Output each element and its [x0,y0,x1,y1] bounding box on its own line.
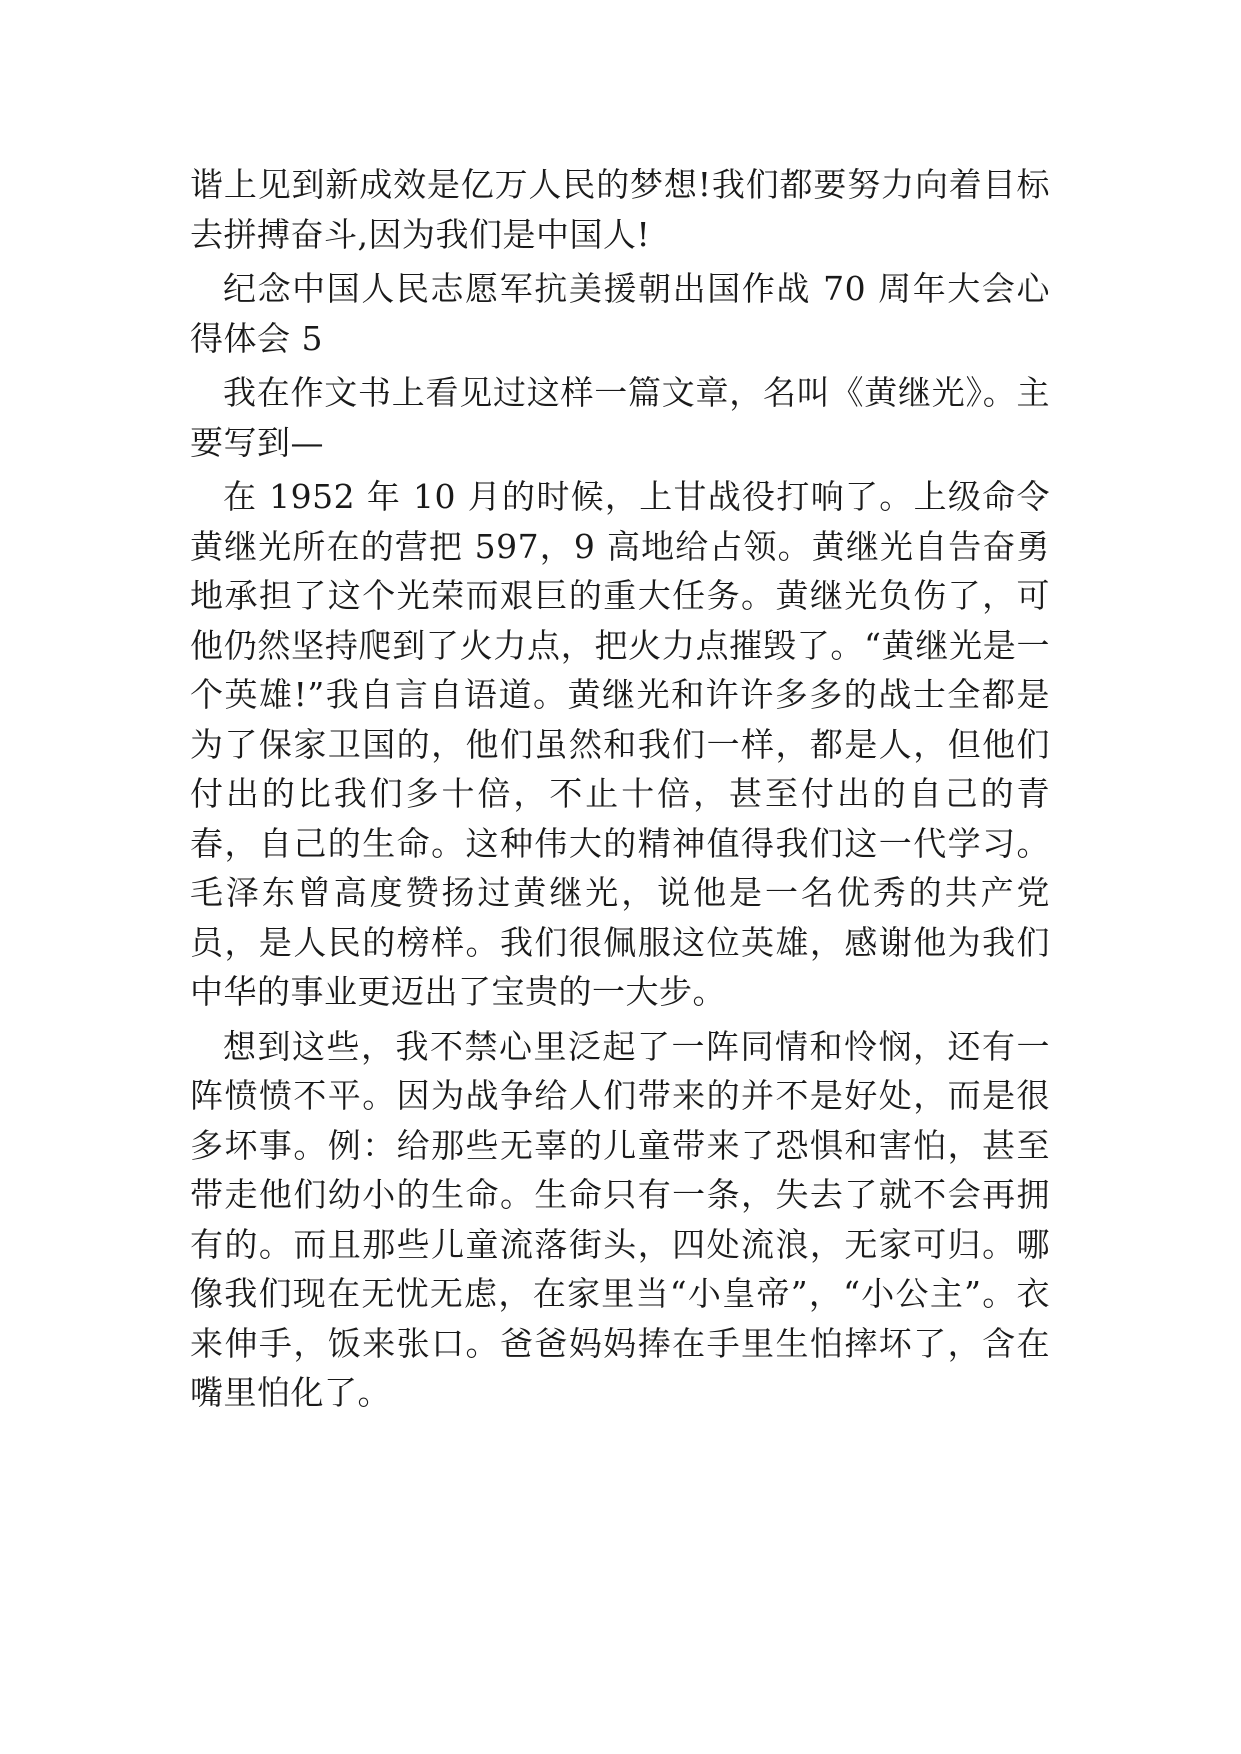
paragraph-continuation: 谐上见到新成效是亿万人民的梦想!我们都要努力向着目标去拼搏奋斗,因为我们是中国人! [190,165,1050,254]
paragraph-intro: 我在作文书上看见过这样一篇文章，名叫《黄继光》。主要写到— [190,373,1050,462]
section-heading: 纪念中国人民志愿军抗美援朝出国作战 70 周年大会心得体会 5 [190,269,1050,358]
paragraph-story: 在 1952 年 10 月的时候，上甘战役打响了。上级命令黄继光所在的营把 597，9 高地给占领。黄继光自告奋勇地承担了这个光荣而艰巨的重大任务。黄继光负伤了，可他仍然坚持爬到了火力点，把火力点摧毁了。“黄继光是一个英雄!”我自言自语道。黄继光和许许多多的战士全都是为了保家卫国的，他们虽然和我们一样，都是人，但他们付出的比我们多十倍，不止十倍，甚至付出的自己的青春，自己的生命。这种伟大的精神值得我们这一代学习。毛泽东曾高度赞扬过黄继光，说他是一名优秀的共产党员，是人民的榜样。我们很佩服这位英雄，感谢他为我们中华的事业更迈出了宝贵的一大步。 [190,477,1050,1011]
paragraph-reflection: 想到这些，我不禁心里泛起了一阵同情和怜悯，还有一阵愤愤不平。因为战争给人们带来的并不是好处，而是很多坏事。例：给那些无辜的儿童带来了恐惧和害怕，甚至带走他们幼小的生命。生命只有一条，失去了就不会再拥有的。而且那些儿童流落街头，四处流浪，无家可归。哪像我们现在无忧无虑，在家里当“小皇帝”，“小公主”。衣来伸手，饭来张口。爸爸妈妈捧在手里生怕摔坏了，含在嘴里怕化了。 [190,1026,1050,1412]
document-body [190,160,1050,1423]
